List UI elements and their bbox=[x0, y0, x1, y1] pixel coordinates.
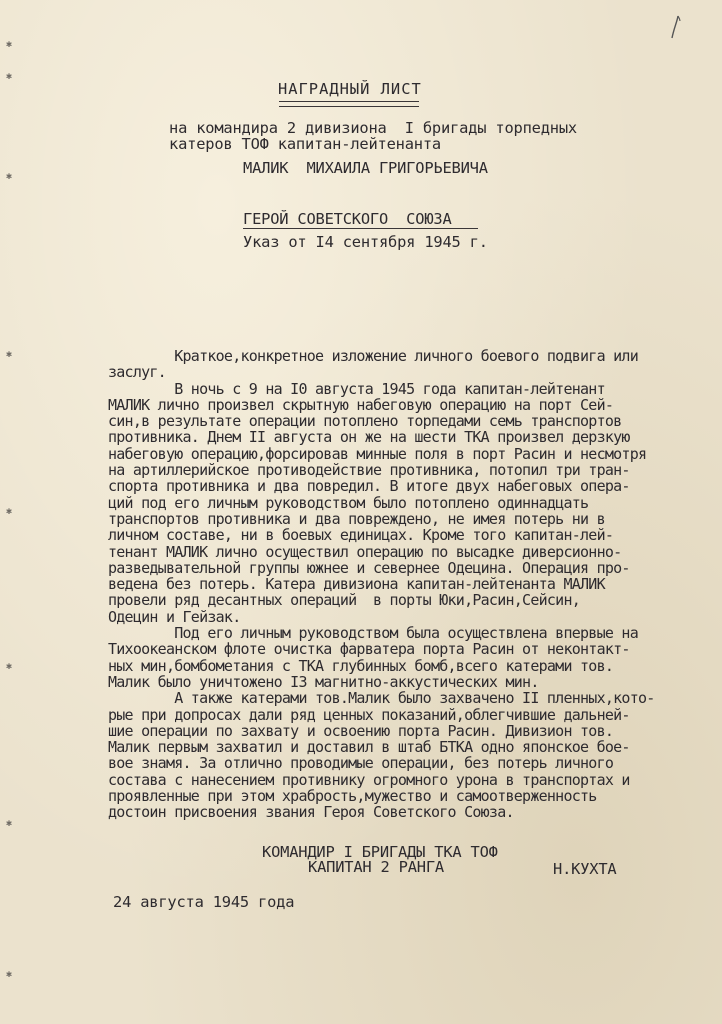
body-line: спорта противника и два повредил. В итоге двух набеговых опера- bbox=[108, 477, 630, 496]
body-line: шие операции по захвату и освоению порта Расин. Дивизион тов. bbox=[108, 721, 614, 740]
body-line: личном составе, ни в боевых единицах. Кроме того капитан-лей- bbox=[108, 526, 614, 545]
body-line: Одецин и Гейзак. bbox=[108, 607, 241, 626]
decree-line: Указ от I4 сентября 1945 г. bbox=[243, 233, 488, 251]
body-line: Малик первым захватил и доставил в штаб БТКА одно японское бое- bbox=[108, 738, 630, 757]
binder-mark-icon: ✱ bbox=[6, 171, 13, 182]
document-date: 24 августа 1945 года bbox=[113, 893, 295, 911]
body-line: ных мин,бомбометания с ТКА глубинных бомб,всего катерами тов. bbox=[108, 656, 614, 675]
recipient-name: МАЛИК МИХАИЛА ГРИГОРЬЕВИЧА bbox=[243, 159, 488, 177]
body-line: проявленные при этом храбрость,мужество и самоотверженность bbox=[108, 787, 597, 806]
body-line: ведена без потерь. Катера дивизиона капитан-лейтенанта МАЛИК bbox=[108, 575, 605, 594]
body-line: тенант МАЛИК лично осуществил операцию по высадке диверсионно- bbox=[108, 542, 622, 561]
award-underline bbox=[243, 228, 478, 229]
body-line: транспортов противника и два повреждено, не имея потерь ни в bbox=[108, 509, 605, 528]
body-text bbox=[108, 348, 655, 821]
binder-mark-icon: ✱ bbox=[6, 661, 13, 672]
binder-mark-icon: ✱ bbox=[6, 818, 13, 829]
body-line: В ночь с 9 на I0 августа 1945 года капитан-лейтенант bbox=[108, 379, 605, 398]
body-line: ций под его личным руководством было потоплено одиннадцать bbox=[108, 493, 589, 512]
body-line: рые при допросах дали ряд ценных показаний,облегчившие дальней- bbox=[108, 705, 630, 724]
body-line: Краткое,конкретное изложение личного боевого подвига или bbox=[108, 347, 638, 365]
body-line: Под его личным руководством была осуществлена впервые на bbox=[108, 624, 638, 643]
recipient-line-1: на командира 2 дивизиона I бригады торпедных bbox=[169, 119, 577, 137]
award-title: ГЕРОЙ СОВЕТСКОГО СОЮЗА bbox=[243, 210, 452, 228]
body-line: МАЛИК лично произвел скрытную набеговую операцию на порт Сей- bbox=[108, 395, 614, 414]
signature-position: КОМАНДИР I БРИГАДЫ ТКА ТОФ bbox=[262, 843, 498, 861]
body-line: Малик было уничтожено I3 магнитно-аккустических мин. bbox=[108, 672, 539, 691]
body-line: провели ряд десантных операций в порты Юки,Расин,Сейсин, bbox=[108, 591, 581, 610]
title-double-underline bbox=[279, 101, 419, 107]
document-title: НАГРАДНЫЙ ЛИСТ bbox=[278, 80, 422, 98]
body-line: набеговую операцию,форсировав минные поля в порт Расин и несмотря bbox=[108, 444, 647, 463]
body-line: достоин присвоения звания Героя Советского Союза. bbox=[108, 803, 514, 822]
signature-rank: КАПИТАН 2 РАНГА bbox=[308, 858, 444, 876]
body-line: син,в результате операции потоплено торпедами семь транспортов bbox=[108, 412, 622, 431]
binder-mark-icon: ✱ bbox=[6, 506, 13, 517]
body-line: Тихоокеанском флоте очистка фарватера порта Расин от неконтакт- bbox=[108, 640, 630, 659]
recipient-line-2: катеров ТОФ капитан-лейтенанта bbox=[169, 135, 441, 153]
body-line: противника. Днем II августа он же на шести ТКА произвел дерзкую bbox=[108, 428, 630, 447]
binder-mark-icon: ✱ bbox=[6, 71, 13, 82]
body-line: заслуг. bbox=[108, 363, 166, 382]
body-line: А также катерами тов.Малик было захвачено II пленных,кото- bbox=[108, 689, 655, 708]
body-line: на артиллерийское противодействие противника, потопил три тран- bbox=[108, 461, 630, 480]
binder-mark-icon: ✱ bbox=[6, 39, 13, 50]
body-line: разведывательной группы южнее и севернее Одецина. Операция про- bbox=[108, 558, 630, 577]
binder-mark-icon: ✱ bbox=[6, 969, 13, 980]
binder-mark-icon: ✱ bbox=[6, 349, 13, 360]
signature-name: Н.КУХТА bbox=[553, 860, 617, 878]
body-line: состава с нанесением противнику огромного урона в транспортах и bbox=[108, 770, 630, 789]
pen-mark-icon bbox=[668, 14, 682, 40]
body-line: вое знамя. За отлично проводимые операции, без потерь личного bbox=[108, 754, 614, 773]
